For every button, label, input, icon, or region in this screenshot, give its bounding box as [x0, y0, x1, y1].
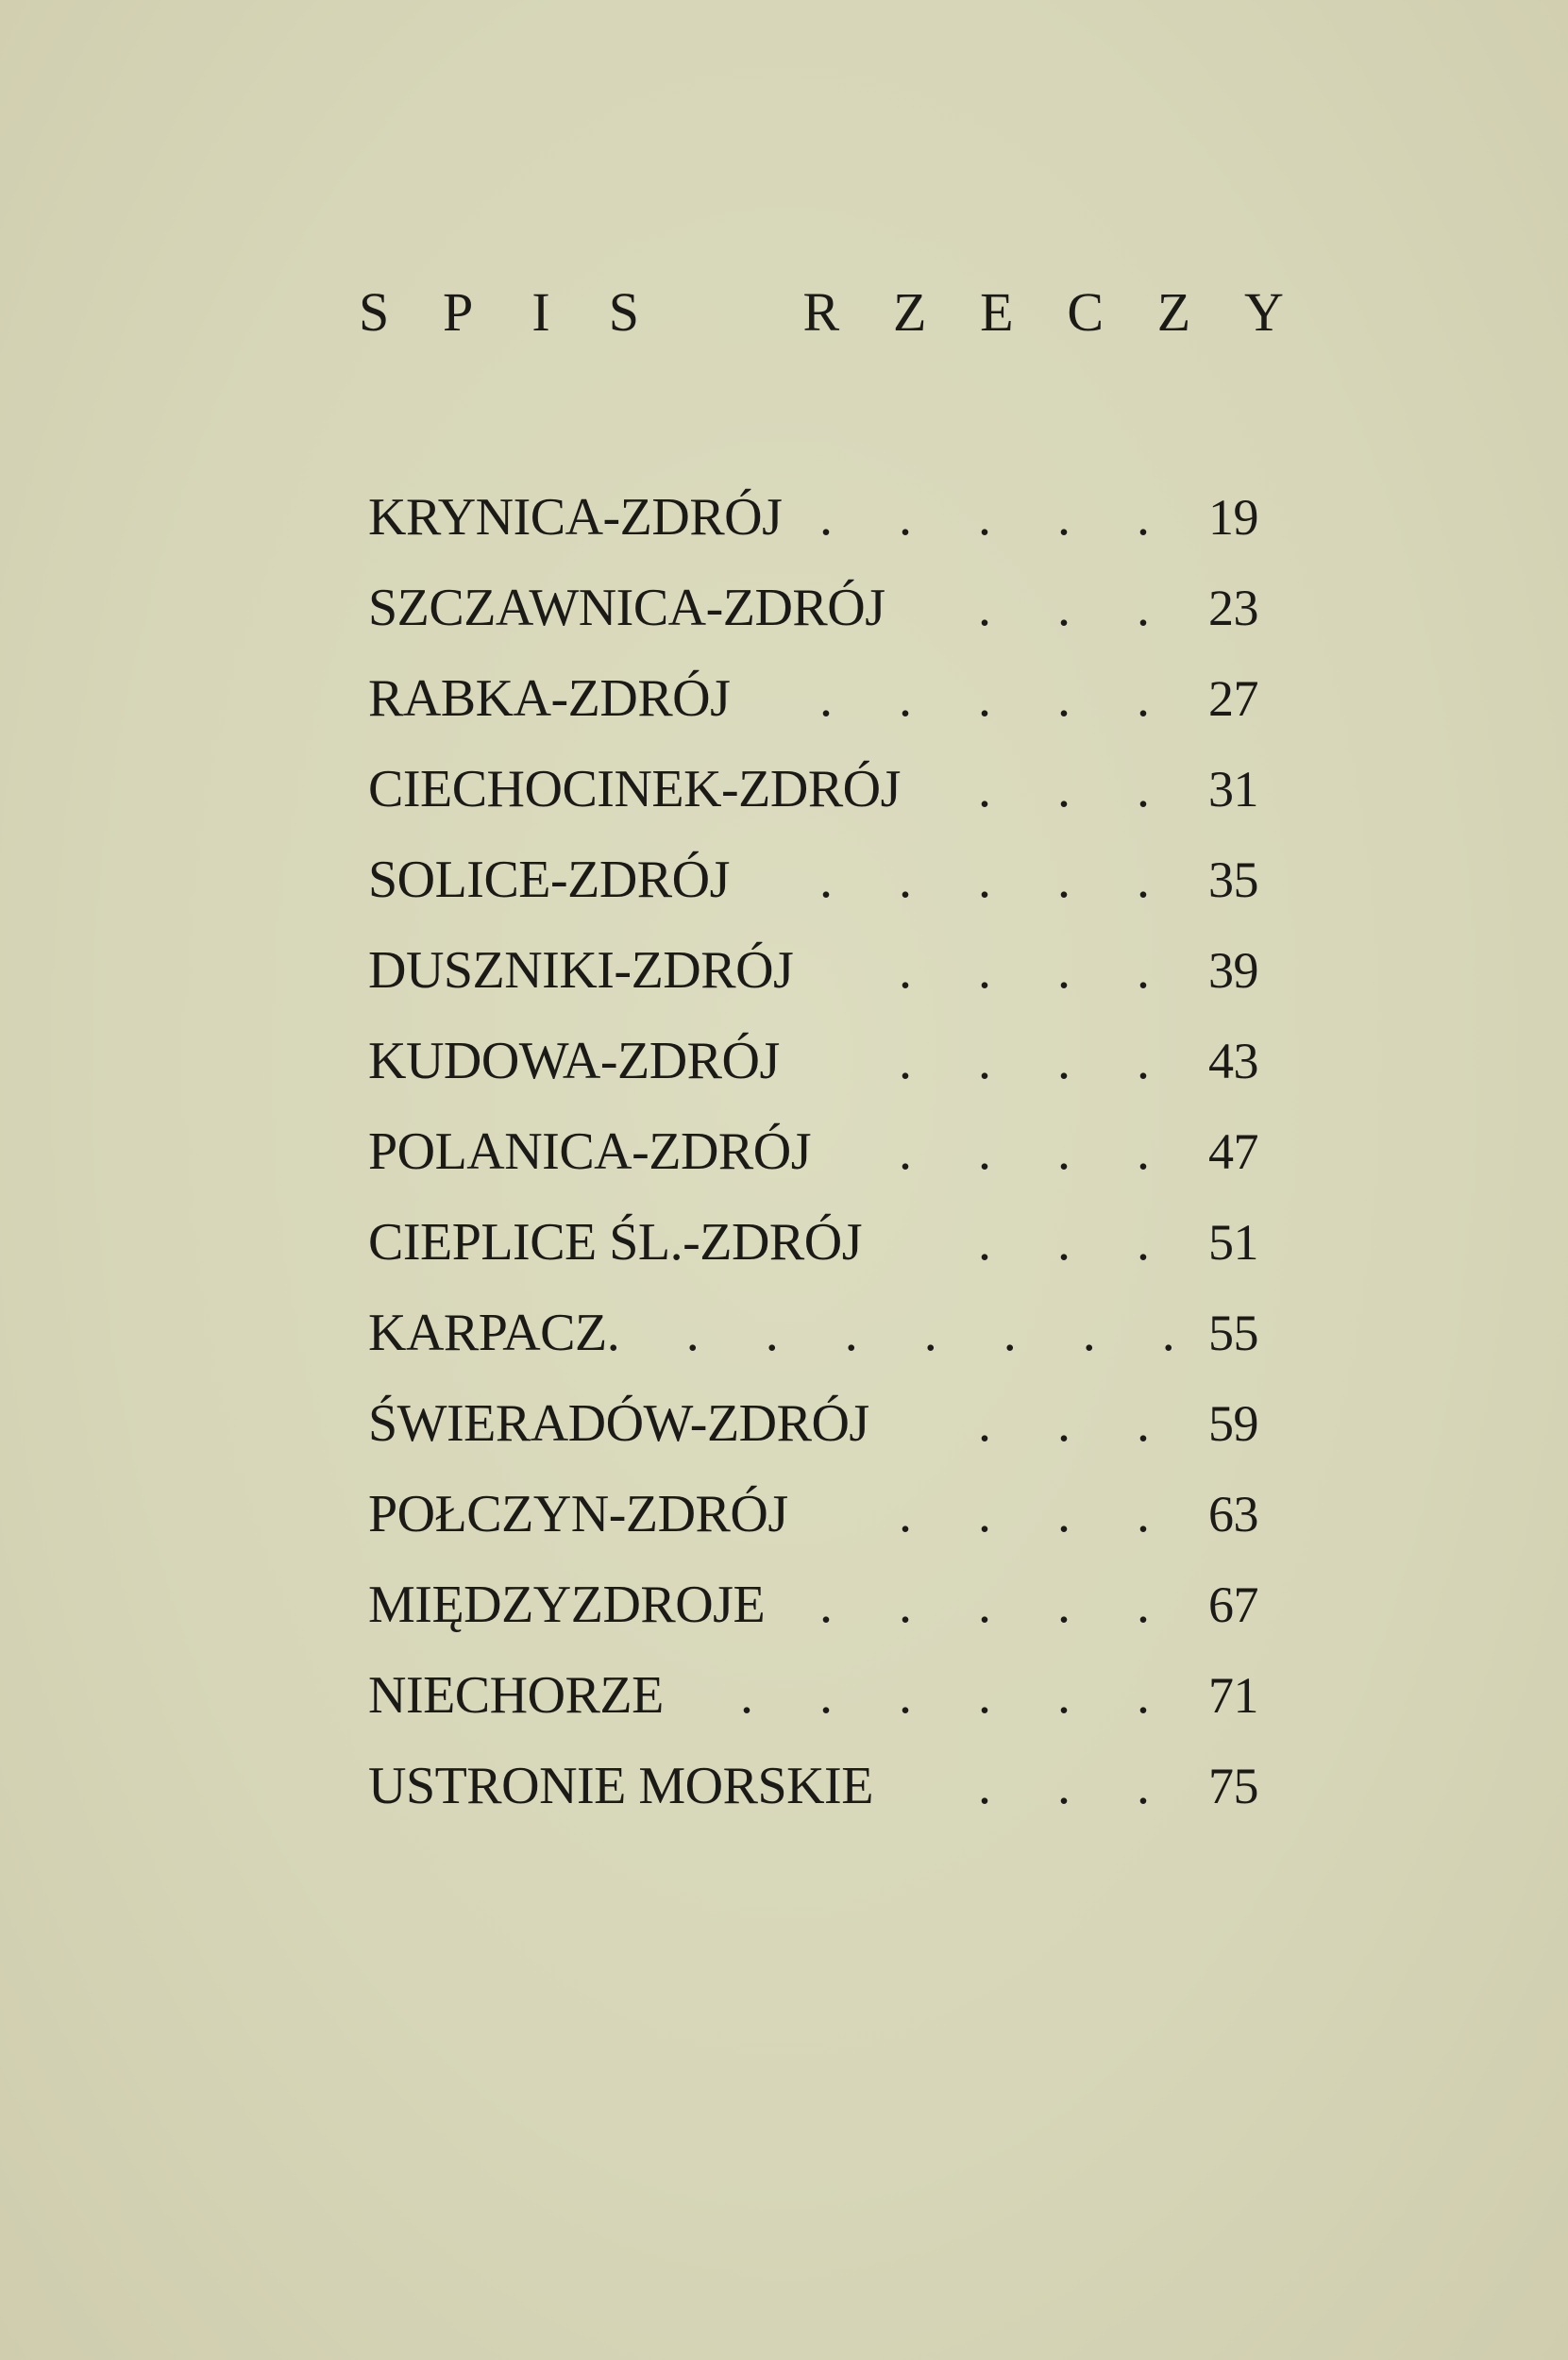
title-letter: P: [443, 280, 474, 343]
toc-entry-title: KRYNICA-ZDRÓJ: [368, 488, 783, 547]
title-letter: S: [359, 280, 390, 343]
toc-entry: [368, 563, 1274, 653]
toc-entry: [368, 744, 1274, 834]
toc-leader-dots: . . .: [978, 1394, 1176, 1453]
toc-leader-dots: . . . .: [899, 1485, 1176, 1543]
toc-leader-dots: . . . .: [899, 1032, 1176, 1090]
toc-entry-title: NIECHORZE: [368, 1666, 664, 1725]
toc-entry: [368, 1378, 1274, 1469]
toc-page-number: 59: [1208, 1395, 1258, 1452]
toc-entry-title: SZCZAWNICA-ZDRÓJ: [368, 579, 885, 637]
title-letter: Y: [1243, 280, 1284, 343]
table-of-contents: [368, 472, 1274, 1831]
toc-page-number: 23: [1208, 580, 1258, 636]
title-letter: R: [802, 280, 840, 343]
toc-page-number: 67: [1208, 1576, 1258, 1633]
toc-entry-title: MIĘDZYZDROJE: [368, 1576, 766, 1634]
toc-leader-dots: . . . .: [899, 941, 1176, 1000]
toc-leader-dots: . . .: [978, 579, 1176, 637]
toc-entry: [368, 925, 1274, 1016]
toc-entry-title: KARPACZ: [368, 1304, 607, 1362]
toc-entry-title: USTRONIE MORSKIE: [368, 1757, 873, 1815]
title-letter: Z: [1156, 280, 1191, 343]
toc-entry-title: CIECHOCINEK-ZDRÓJ: [368, 760, 901, 818]
title-letter: C: [1067, 280, 1104, 343]
toc-leader-dots: . . . . .: [819, 1576, 1176, 1634]
title-letter: I: [531, 280, 550, 343]
toc-leader-dots: . . . . .: [819, 851, 1176, 909]
page-title: [359, 274, 1284, 349]
toc-entry: [368, 1650, 1274, 1741]
toc-entry: [368, 1197, 1274, 1288]
title-letter: S: [608, 280, 640, 343]
toc-entry: [368, 1106, 1274, 1197]
toc-page-number: 31: [1208, 761, 1258, 818]
toc-entry: [368, 653, 1274, 744]
toc-entry-title: RABKA-ZDRÓJ: [368, 669, 731, 728]
toc-entry-title: KUDOWA-ZDRÓJ: [368, 1032, 780, 1090]
toc-entry-title: POLANICA-ZDRÓJ: [368, 1122, 811, 1181]
toc-page-number: 43: [1208, 1033, 1258, 1089]
toc-leader-dots: . . . .: [899, 1122, 1176, 1181]
toc-page-number: 19: [1208, 489, 1258, 546]
toc-entry: [368, 834, 1274, 925]
title-letter: Z: [892, 280, 927, 343]
toc-page-number: 51: [1208, 1214, 1258, 1271]
toc-leader-dots: . . .: [978, 1757, 1176, 1815]
toc-entry: [368, 1741, 1274, 1831]
toc-page-number: 63: [1208, 1486, 1258, 1542]
toc-page-number: 39: [1208, 942, 1258, 999]
toc-entry: [368, 1288, 1274, 1378]
toc-leader-dots: . . . . . .: [740, 1666, 1176, 1725]
title-letter: E: [980, 280, 1014, 343]
toc-leader-dots: . . . . . . . .: [606, 1304, 1202, 1362]
toc-page-number: 47: [1208, 1123, 1258, 1180]
toc-entry-title: POŁCZYN-ZDRÓJ: [368, 1485, 788, 1543]
toc-entry: [368, 472, 1274, 563]
toc-entry: [368, 1559, 1274, 1650]
toc-leader-dots: . . . . .: [819, 488, 1176, 547]
toc-entry: [368, 1469, 1274, 1559]
toc-page-number: 55: [1208, 1305, 1258, 1361]
toc-entry-title: DUSZNIKI-ZDRÓJ: [368, 941, 794, 1000]
toc-page-number: 35: [1208, 851, 1258, 908]
toc-entry-title: SOLICE-ZDRÓJ: [368, 851, 730, 909]
toc-leader-dots: . . . . .: [819, 669, 1176, 728]
toc-entry: [368, 1016, 1274, 1106]
toc-page-number: 75: [1208, 1758, 1258, 1814]
toc-page-number: 71: [1208, 1667, 1258, 1724]
toc-leader-dots: . . .: [978, 760, 1176, 818]
toc-leader-dots: . . .: [978, 1213, 1176, 1272]
toc-entry-title: ŚWIERADÓW-ZDRÓJ: [368, 1394, 869, 1453]
toc-page-number: 27: [1208, 670, 1258, 727]
toc-entry-title: CIEPLICE ŚL.-ZDRÓJ: [368, 1213, 862, 1272]
